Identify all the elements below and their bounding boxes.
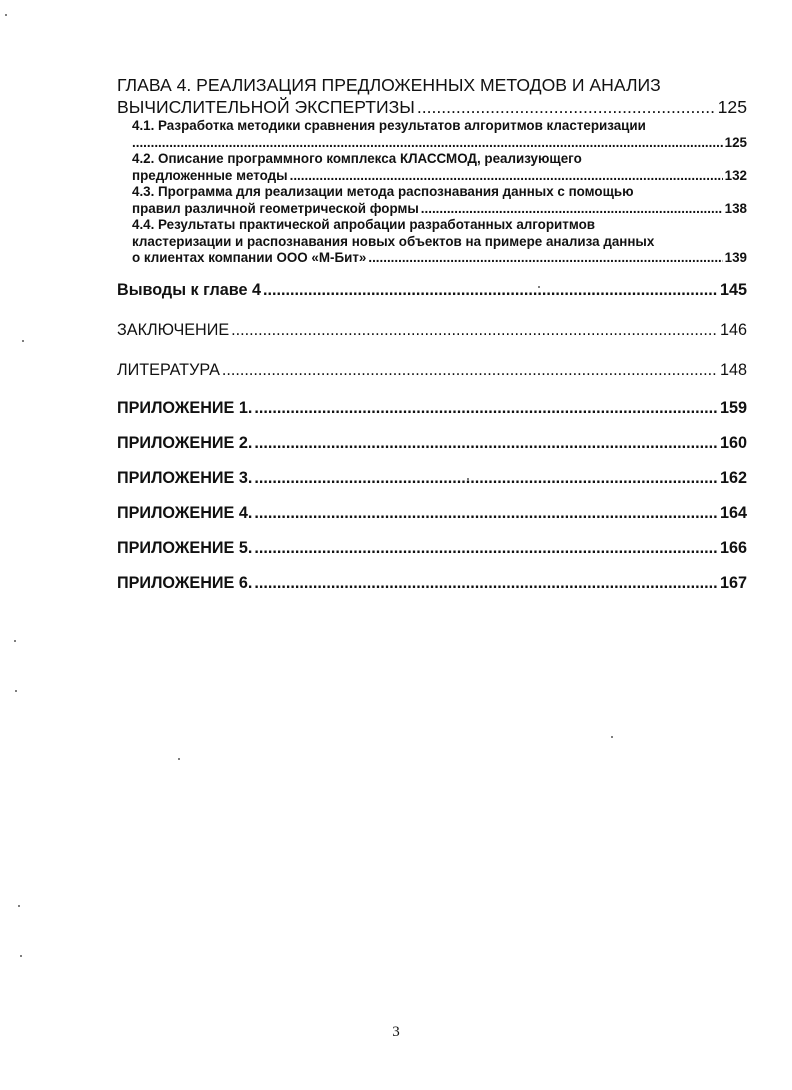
toc-leader-dots	[421, 201, 723, 218]
toc-chapter-title-line1: ГЛАВА 4. РЕАЛИЗАЦИЯ ПРЕДЛОЖЕННЫХ МЕТОДОВ И АНАЛИЗ	[117, 75, 661, 95]
toc-entry-label: ПРИЛОЖЕНИЕ 2.	[117, 433, 253, 452]
scan-speck	[5, 14, 7, 16]
toc-entry-label: ПРИЛОЖЕНИЕ 4.	[117, 503, 253, 522]
toc-section-title: 4.4. Результаты практической апробации разработанных алгоритмов	[132, 217, 595, 232]
toc-section-title-cont: правил различной геометрической формы	[132, 200, 419, 216]
toc-page-number: 145	[719, 280, 747, 299]
toc-page-number: 148	[719, 360, 747, 379]
toc-page-number: 162	[719, 468, 747, 487]
toc-entry-section-4-3[interactable]	[117, 184, 747, 217]
toc-entry-label: ПРИЛОЖЕНИЕ 1.	[117, 398, 253, 417]
toc-entry-conclusions-chapter-4[interactable]	[117, 281, 747, 300]
toc-entry-appendix-6[interactable]	[117, 574, 747, 593]
toc-leader-dots	[222, 361, 718, 380]
toc-entry-label: ЛИТЕРАТУРА	[117, 360, 220, 379]
toc-entry-chapter-4[interactable]	[117, 74, 747, 118]
scan-speck	[538, 286, 540, 288]
toc-section-title: 4.1. Разработка методики сравнения результатов алгоритмов кластеризации	[132, 118, 646, 133]
toc-entry-section-4-4[interactable]	[117, 217, 747, 267]
scan-speck	[611, 736, 613, 738]
toc-leader-dots	[254, 539, 718, 558]
toc-entry-section-4-2[interactable]	[117, 151, 747, 184]
toc-page-number: 166	[719, 538, 747, 557]
toc-leader-dots	[231, 321, 718, 340]
scan-speck	[22, 340, 24, 342]
scan-speck	[14, 640, 16, 642]
toc-entry-appendix-2[interactable]	[117, 434, 747, 453]
toc-page-number: 146	[719, 320, 747, 339]
toc-section-title: 4.2. Описание программного комплекса КЛАССМОД, реализующего	[132, 151, 582, 166]
toc-page-number: 132	[724, 167, 747, 183]
toc-page-number: 159	[719, 398, 747, 417]
toc-leader-dots	[254, 574, 718, 593]
toc-entry-appendix-1[interactable]	[117, 399, 747, 418]
toc-leader-dots	[254, 469, 718, 488]
scan-speck	[20, 955, 22, 957]
page-number: 3	[392, 1024, 400, 1040]
toc-entry-label: ЗАКЛЮЧЕНИЕ	[117, 320, 230, 339]
toc-section-title-cont: о клиентах компании ООО «М-Бит»	[132, 250, 367, 265]
toc-entry-literature[interactable]	[117, 361, 747, 380]
toc-entry-label: Выводы к главе 4	[117, 280, 261, 299]
toc-leader-dots	[254, 434, 718, 453]
toc-page-number: 167	[719, 573, 747, 592]
scan-speck	[18, 905, 20, 907]
toc-page-number: 160	[719, 433, 747, 452]
toc-entry-label: ПРИЛОЖЕНИЕ 3.	[117, 468, 253, 487]
toc-leader-dots	[290, 168, 723, 185]
toc-page-number: 138	[724, 200, 747, 216]
scan-speck	[178, 758, 180, 760]
toc-section-title: 4.3. Программа для реализации метода распознавания данных с помощью	[132, 184, 634, 199]
toc-section-title-cont: предложенные методы	[132, 167, 288, 183]
toc-entry-appendix-4[interactable]	[117, 504, 747, 523]
toc-page-number: 125	[724, 134, 747, 150]
toc-page-number: 139	[724, 250, 747, 265]
toc-entry-appendix-5[interactable]	[117, 539, 747, 558]
toc-leader-dots	[263, 281, 718, 300]
toc-leader-dots	[368, 250, 722, 267]
toc-entry-label: ПРИЛОЖЕНИЕ 5.	[117, 538, 253, 557]
toc-leader-dots	[254, 504, 718, 523]
toc-leader-dots	[254, 399, 718, 418]
toc-leader-dots	[417, 96, 716, 118]
toc-chapter-title-line2: ВЫЧИСЛИТЕЛЬНОЙ ЭКСПЕРТИЗЫ	[117, 97, 415, 117]
toc-entry-appendix-3[interactable]	[117, 469, 747, 488]
toc-entry-conclusion[interactable]	[117, 321, 747, 340]
toc-entry-section-4-1[interactable]	[117, 118, 747, 151]
toc-page-number: 164	[719, 503, 747, 522]
toc-leader-dots	[132, 135, 723, 152]
toc-entry-label: ПРИЛОЖЕНИЕ 6.	[117, 573, 253, 592]
toc-section-title-cont: кластеризации и распознавания новых объектов на примере анализа данных	[132, 233, 655, 249]
toc-page-number: 125	[717, 97, 747, 117]
table-of-contents	[117, 74, 747, 593]
scan-speck	[467, 478, 469, 480]
scan-speck	[15, 690, 17, 692]
